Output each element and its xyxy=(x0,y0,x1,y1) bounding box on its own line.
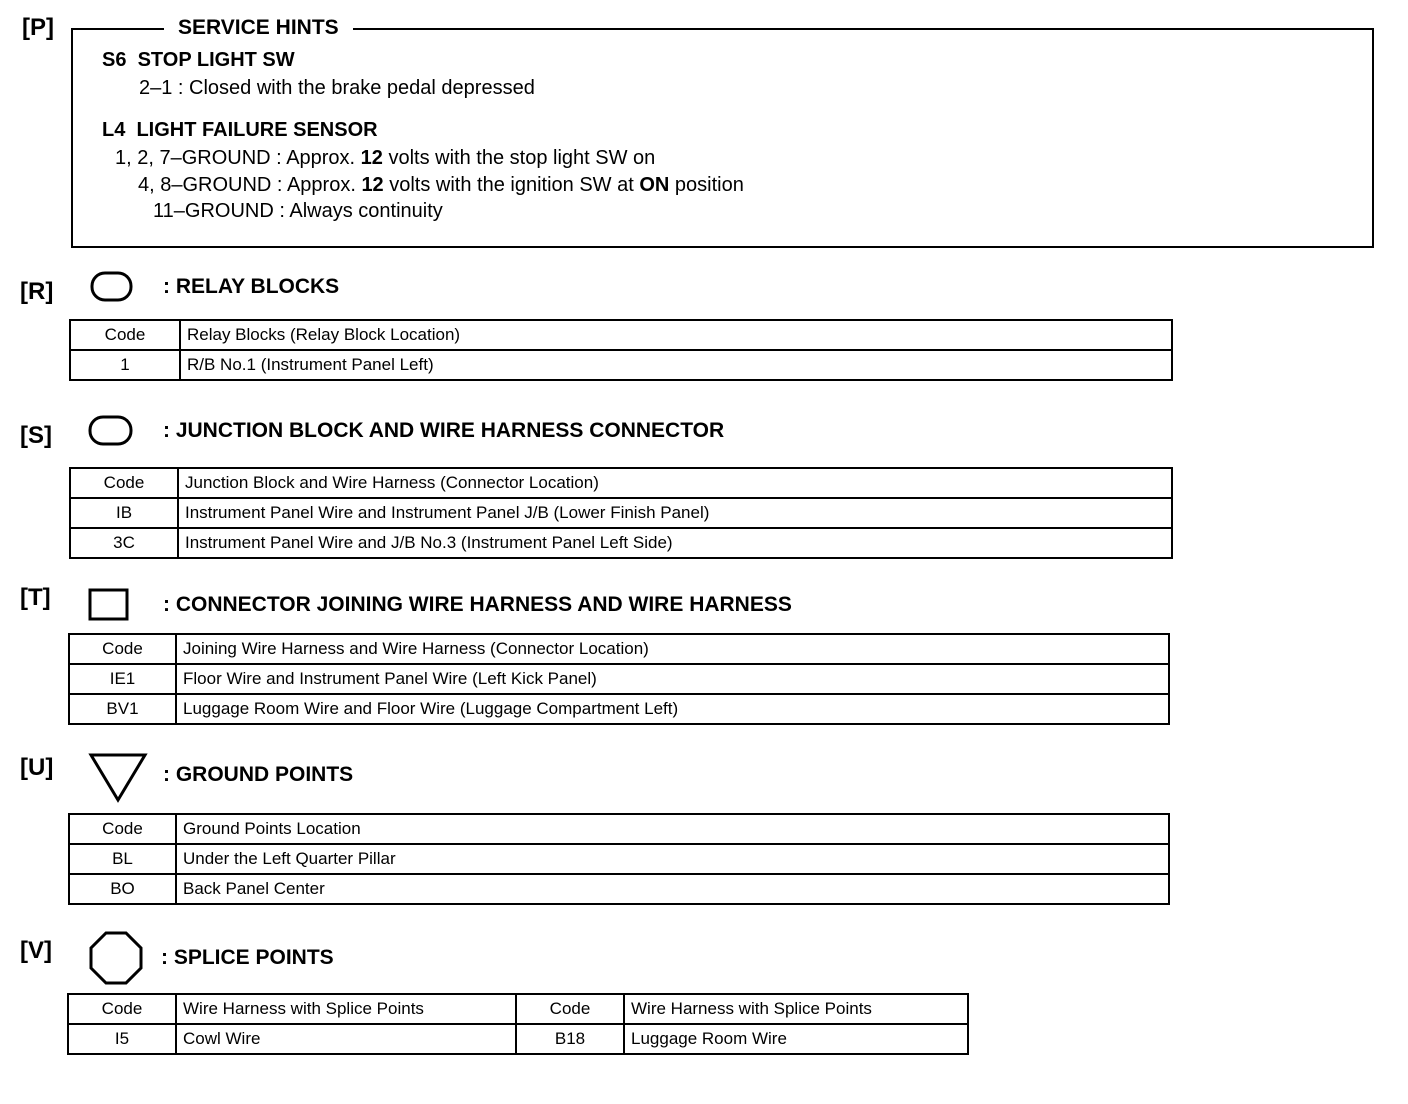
section-tag-r: [R] xyxy=(20,278,54,305)
code-cell: B18 xyxy=(516,1024,624,1054)
code-cell: BO xyxy=(69,874,176,904)
code-cell: I5 xyxy=(68,1024,176,1054)
component-id: L4 xyxy=(102,119,126,141)
joining-connectors-table xyxy=(68,633,1170,725)
component-name: STOP LIGHT SW xyxy=(137,49,295,71)
column-header: Wire Harness with Splice Points xyxy=(624,994,968,1024)
hint-line: 11–GROUND : Always continuity xyxy=(153,200,443,222)
junction-block-table xyxy=(69,467,1173,559)
table-row xyxy=(69,874,1169,904)
wire-harness-cell: Luggage Room Wire xyxy=(624,1024,968,1054)
rounded-rect-icon xyxy=(88,415,134,447)
table-header-row xyxy=(70,320,1172,350)
section-tag-v: [V] xyxy=(20,937,52,964)
column-header: Wire Harness with Splice Points xyxy=(176,994,516,1024)
location-cell: R/B No.1 (Instrument Panel Left) xyxy=(180,350,1172,380)
section-tag-u: [U] xyxy=(20,754,54,781)
table-header-row xyxy=(70,468,1172,498)
code-cell: 1 xyxy=(70,350,180,380)
table-row xyxy=(70,350,1172,380)
location-cell: Under the Left Quarter Pillar xyxy=(176,844,1169,874)
table-header-row xyxy=(69,814,1169,844)
wire-harness-cell: Cowl Wire xyxy=(176,1024,516,1054)
table-header-row xyxy=(69,634,1169,664)
column-header: Junction Block and Wire Harness (Connector Location) xyxy=(178,468,1172,498)
triangle-down-icon xyxy=(88,752,148,804)
code-cell: BL xyxy=(69,844,176,874)
column-header: Code xyxy=(70,320,180,350)
section-tag-s: [S] xyxy=(20,422,52,449)
code-cell: IB xyxy=(70,498,178,528)
table-header-row xyxy=(68,994,968,1024)
rounded-rect-icon xyxy=(90,271,134,303)
component-id: S6 xyxy=(102,49,127,71)
hint-line: 1, 2, 7–GROUND : Approx. 12 volts with the stop light SW on xyxy=(115,147,656,169)
component-name: LIGHT FAILURE SENSOR xyxy=(136,119,378,141)
column-header: Code xyxy=(68,994,176,1024)
table-row xyxy=(69,844,1169,874)
location-cell: Instrument Panel Wire and J/B No.3 (Instrument Panel Left Side) xyxy=(178,528,1172,558)
relay-blocks-table xyxy=(69,319,1173,381)
splice-points-table xyxy=(67,993,969,1055)
column-header: Code xyxy=(70,468,178,498)
square-icon xyxy=(88,588,130,622)
code-cell: BV1 xyxy=(69,694,176,724)
junction-block-heading: : JUNCTION BLOCK AND WIRE HARNESS CONNECTOR xyxy=(163,419,725,442)
location-cell: Instrument Panel Wire and Instrument Panel J/B (Lower Finish Panel) xyxy=(178,498,1172,528)
location-cell: Back Panel Center xyxy=(176,874,1169,904)
table-row xyxy=(68,1024,968,1054)
section-tag-p: [P] xyxy=(22,14,54,41)
octagon-icon xyxy=(88,930,144,986)
code-cell: 3C xyxy=(70,528,178,558)
location-cell: Floor Wire and Instrument Panel Wire (Left Kick Panel) xyxy=(176,664,1169,694)
column-header: Code xyxy=(516,994,624,1024)
code-cell: IE1 xyxy=(69,664,176,694)
component-s6-heading xyxy=(102,49,295,72)
table-row xyxy=(69,694,1169,724)
table-row xyxy=(70,498,1172,528)
service-hints-title: SERVICE HINTS xyxy=(164,16,353,40)
column-header: Code xyxy=(69,814,176,844)
column-header: Code xyxy=(69,634,176,664)
relay-blocks-heading: : RELAY BLOCKS xyxy=(163,275,340,298)
joining-connectors-heading: : CONNECTOR JOINING WIRE HARNESS AND WIRE HARNESS xyxy=(163,593,792,616)
table-row xyxy=(70,528,1172,558)
component-l4-heading xyxy=(102,119,378,142)
table-row xyxy=(69,664,1169,694)
hint-line: 2–1 : Closed with the brake pedal depressed xyxy=(139,77,535,99)
column-header: Relay Blocks (Relay Block Location) xyxy=(180,320,1172,350)
column-header: Joining Wire Harness and Wire Harness (Connector Location) xyxy=(176,634,1169,664)
column-header: Ground Points Location xyxy=(176,814,1169,844)
location-cell: Luggage Room Wire and Floor Wire (Luggage Compartment Left) xyxy=(176,694,1169,724)
splice-points-heading: : SPLICE POINTS xyxy=(161,946,334,969)
ground-points-table xyxy=(68,813,1170,905)
ground-points-heading: : GROUND POINTS xyxy=(163,763,354,786)
section-tag-t: [T] xyxy=(20,584,51,611)
hint-line: 4, 8–GROUND : Approx. 12 volts with the ignition SW at ON position xyxy=(138,174,744,196)
